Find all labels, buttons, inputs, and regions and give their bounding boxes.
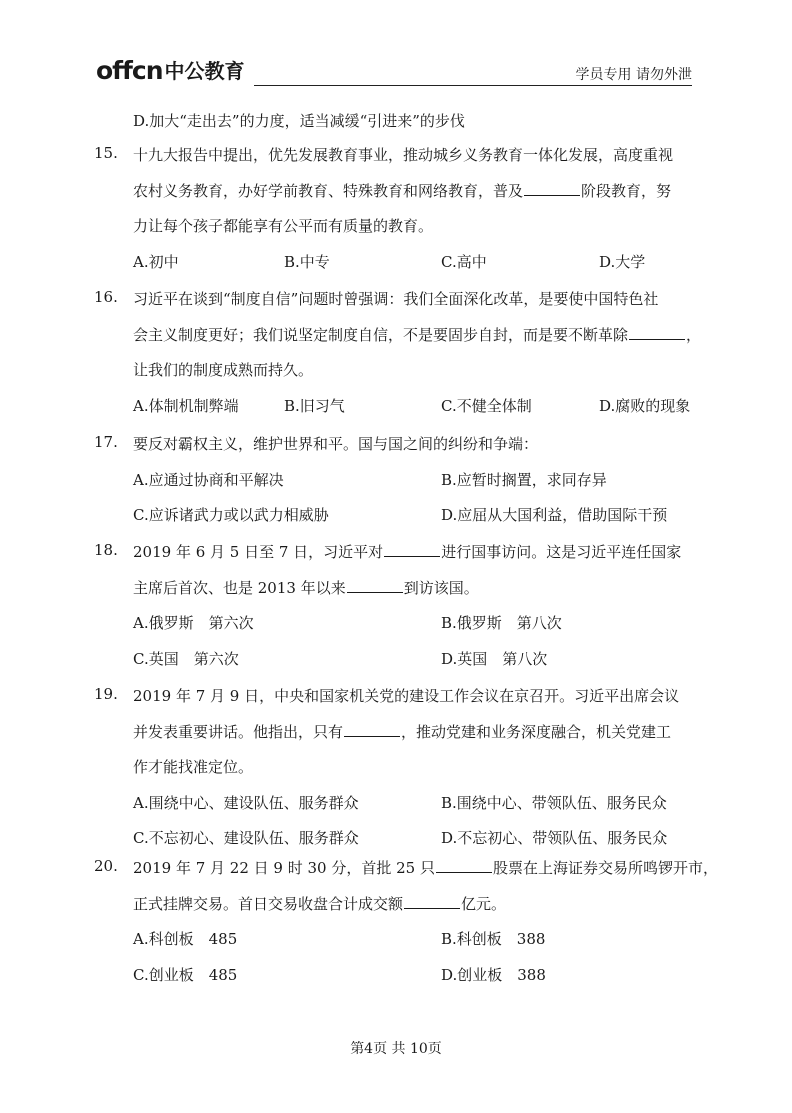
- option-d: D.应屈从大国利益，借助国际干预: [441, 506, 668, 524]
- question-text-line: [133, 756, 253, 777]
- question-text-segment: 农村义务教育，办好学前教育、特殊教育和网络教育，普及: [133, 181, 524, 200]
- question-number: 15.: [94, 144, 118, 162]
- question-text-segment: 并发表重要讲话。他指出，只有: [133, 722, 344, 741]
- answer-blank: [524, 183, 580, 196]
- answer-blank: [344, 724, 400, 737]
- option-a: A.科创板 485: [133, 930, 238, 948]
- option-d: D.不忘初心、带领队伍、服务民众: [441, 829, 668, 847]
- page-header: [96, 56, 696, 88]
- question-text-segment: 十九大报告中提出，优先发展教育事业，推动城乡义务教育一体化发展，高度重视: [133, 146, 674, 164]
- question-text-line: [133, 577, 479, 598]
- option-a: A.体制机制弊端: [133, 396, 239, 415]
- carryover-option-d: D.加大“走出去”的力度，适当减缓“引进来”的步伐: [133, 112, 465, 130]
- option-d: D.腐败的现象: [599, 396, 691, 415]
- option-c: C.高中: [441, 252, 487, 271]
- option-a: A.俄罗斯 第六次: [133, 614, 254, 632]
- question-text-segment: 作才能找准定位。: [133, 758, 254, 776]
- question-text-segment: 阶段教育，努: [581, 181, 672, 200]
- question-text-line: [133, 685, 679, 706]
- option-a: A.围绕中心、建设队伍、服务群众: [133, 793, 359, 812]
- question-text-segment: 进行国事访问。这是习近平连任国家: [441, 543, 682, 561]
- option-c: C.不忘初心、建设队伍、服务群众: [133, 829, 359, 847]
- question-text-line: [133, 324, 701, 345]
- option-b: B.科创板 388: [441, 930, 546, 948]
- option-b: B.应暂时搁置，求同存异: [441, 470, 607, 489]
- question-number: 18.: [94, 541, 118, 559]
- question-text-segment: 股票在上海证券交易所鸣锣开市，: [492, 859, 718, 877]
- question-text-line: [133, 359, 313, 380]
- question-text-line: [133, 893, 506, 914]
- question-text-segment: 2019 年 7 月 9 日，中央和国家机关党的建设工作会议在京召开。习近平出席会议: [133, 687, 680, 705]
- question-text-line: [133, 857, 718, 878]
- answer-blank: [347, 580, 403, 593]
- option-c: C.英国 第六次: [133, 649, 239, 668]
- option-c: C.创业板 485: [133, 965, 238, 984]
- question-text-segment: 习近平在谈到“制度自信”问题时曾强调：我们全面深化改革，是要使中国特色社: [133, 290, 659, 308]
- page-footer: 第4页 共 10页: [350, 1041, 442, 1057]
- question-text-segment: 要反对霸权主义，维护世界和平。国与国之间的纠纷和争端：: [133, 435, 539, 453]
- offcn-logo: [96, 56, 245, 86]
- question-text-segment: 力让每个孩子都能享有公平而有质量的教育。: [133, 217, 434, 235]
- question-text-segment: 正式挂牌交易。首日交易收盘合计成交额: [133, 894, 404, 913]
- option-a: A.初中: [133, 252, 179, 271]
- question-text-line: [133, 215, 433, 236]
- option-c: C.应诉诸武力或以武力相威胁: [133, 506, 329, 524]
- question-text-line: [133, 721, 671, 742]
- question-text-line: [133, 541, 681, 562]
- option-d: D.英国 第八次: [441, 649, 548, 668]
- header-rule: [254, 85, 692, 86]
- question-text-segment: 会主义制度更好；我们说坚定制度自信，不是要固步自封，而是要不断革除: [133, 325, 629, 344]
- question-number: 20.: [94, 857, 118, 875]
- answer-blank: [404, 896, 460, 909]
- question-text-line: [133, 288, 658, 309]
- question-text-segment: 亿元。: [461, 894, 507, 913]
- option-b: B.旧习气: [284, 396, 345, 415]
- option-c: C.不健全体制: [441, 396, 532, 415]
- option-b: B.中专: [284, 252, 330, 271]
- answer-blank: [629, 327, 685, 340]
- question-number: 16.: [94, 288, 118, 306]
- logo-text-en: offcn: [96, 56, 163, 85]
- question-text-segment: 主席后首次、也是 2013 年以来: [133, 578, 346, 597]
- question-text-line: [133, 180, 671, 201]
- question-text-segment: 到访该国。: [403, 578, 479, 597]
- option-a: A.应通过协商和平解决: [133, 470, 284, 489]
- question-text-segment: ，: [686, 325, 702, 344]
- answer-blank: [384, 544, 440, 557]
- question-number: 19.: [94, 685, 118, 703]
- question-text-segment: 让我们的制度成熟而持久。: [133, 361, 314, 379]
- option-d: D.创业板 388: [441, 965, 546, 984]
- question-text-line: [133, 144, 673, 165]
- question-number: 17.: [94, 433, 118, 451]
- question-text-segment: 2019 年 7 月 22 日 9 时 30 分，首批 25 只: [133, 859, 435, 877]
- header-note: 学员专用 请勿外泄: [575, 67, 692, 83]
- question-text-line: [133, 433, 538, 454]
- option-b: B.围绕中心、带领队伍、服务民众: [441, 793, 667, 812]
- option-d: D.大学: [599, 252, 646, 271]
- answer-blank: [436, 860, 492, 873]
- question-text-segment: ，推动党建和业务深度融合，机关党建工: [401, 722, 672, 741]
- logo-text-zh: 中公教育: [164, 59, 245, 83]
- option-b: B.俄罗斯 第八次: [441, 614, 562, 632]
- question-text-segment: 2019 年 6 月 5 日至 7 日，习近平对: [133, 543, 384, 561]
